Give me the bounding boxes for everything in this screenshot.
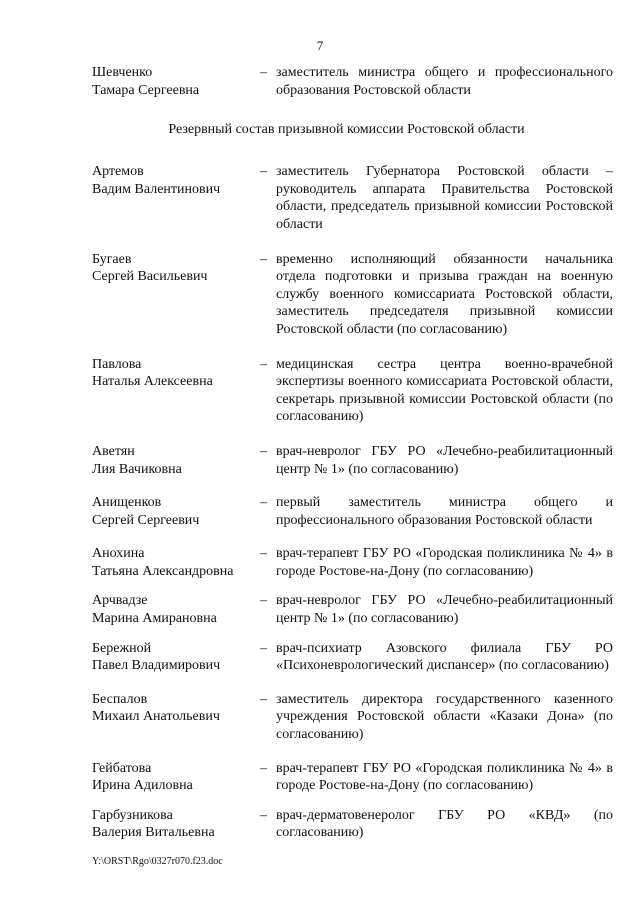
file-path-footer: Y:\ORST\Rgo\0327r070.f23.doc [92, 856, 223, 867]
member-position: врач-невролог ГБУ РО «Лечебно-реабилитационный центр № 1» (по согласованию) [276, 443, 613, 477]
entry-dash: – [260, 251, 267, 267]
member-surname: Гарбузникова [92, 807, 173, 823]
member-surname: Анохина [92, 546, 145, 562]
section-title: Резервный состав призывной комиссии Ростовской области [168, 122, 525, 138]
entry-dash: – [260, 640, 267, 656]
member-entry [92, 807, 613, 842]
member-given-name: Лия Вачиковна [92, 461, 182, 477]
member-given-name: Ирина Адиловна [92, 778, 193, 794]
member-name [92, 691, 260, 744]
member-position: врач-терапевт ГБУ РО «Городская поликлиника № 4» в городе Ростове-на-Дону (по согласованию) [276, 760, 613, 794]
entry-dash: – [260, 495, 267, 511]
member-given-name: Наталья Алексеевна [92, 374, 213, 390]
member-given-name: Сергей Сергеевич [92, 512, 200, 528]
entry-dash: – [260, 760, 267, 776]
entry-dash: – [260, 443, 267, 459]
member-entry [92, 251, 613, 339]
entry-dash: – [260, 65, 267, 80]
member-entry [92, 592, 613, 627]
member-position: врач-терапевт ГБУ РО «Городская поликлиника № 4» в городе Ростове-на-Дону (по согласованию) [276, 546, 613, 579]
member-given-name: Тамара Сергеевна [92, 82, 200, 98]
member-given-name: Валерия Витальевна [92, 825, 215, 841]
member-name [92, 760, 260, 795]
page-number: 7 [316, 38, 324, 53]
member-name [92, 251, 260, 339]
member-given-name: Михаил Анатольевич [92, 709, 220, 725]
member-name [92, 356, 260, 426]
member-surname: Павлова [92, 356, 142, 372]
entry-dash: – [260, 807, 267, 823]
entry-dash: – [260, 356, 267, 372]
member-name [92, 592, 260, 627]
document-body [92, 64, 613, 842]
member-surname: Аветян [92, 443, 135, 459]
member-entry [92, 494, 613, 529]
member-surname: Бережной [92, 640, 152, 656]
member-position: медицинская сестра центра военно-врачебной экспертизы военного комиссариата Ростовской области, секретарь призывной комиссии Ростовской области (по согласованию) [276, 356, 613, 425]
member-entry [92, 545, 613, 580]
member-given-name: Вадим Валентинович [92, 181, 221, 197]
entry-dash: – [260, 593, 267, 609]
member-surname: Арчвадзе [92, 593, 148, 609]
member-given-name: Татьяна Александровна [92, 563, 234, 579]
member-position: заместитель директора государственного казенного учреждения Ростовской области «Казаки Дона» (по согласованию) [276, 691, 613, 743]
member-position: врач-невролог ГБУ РО «Лечебно-реабилитационный центр № 1» (по согласованию) [276, 593, 613, 627]
member-name [92, 163, 260, 233]
member-name [92, 443, 260, 478]
member-name [92, 545, 260, 580]
member-entry [92, 640, 613, 675]
member-entry [92, 443, 613, 478]
member-surname: Гейбатова [92, 760, 152, 776]
member-entry [92, 691, 613, 744]
member-name [92, 807, 260, 842]
member-given-name: Сергей Васильевич [92, 269, 208, 285]
member-given-name: Марина Амирановна [92, 611, 217, 627]
member-surname: Беспалов [92, 691, 148, 707]
member-position: врач-психиатр Азовского филиала ГБУ РО «Психоневрологический диспансер» (по согласованию) [276, 640, 613, 674]
member-surname: Шевченко [92, 65, 153, 80]
member-surname: Артемов [92, 164, 144, 180]
member-entry [92, 760, 613, 795]
member-entry [92, 356, 613, 426]
entry-dash: – [260, 691, 267, 707]
member-position: заместитель министра общего и профессионального образования Ростовской области [276, 65, 613, 98]
member-entry [92, 163, 613, 233]
entry-dash: – [260, 546, 267, 562]
member-surname: Бугаев [92, 251, 132, 267]
member-position: врач-дерматовенеролог ГБУ РО «КВД» (по согласованию) [276, 807, 613, 841]
member-entry [92, 64, 613, 99]
member-given-name: Павел Владимирович [92, 658, 221, 674]
member-name [92, 494, 260, 529]
member-position: первый заместитель министра общего и профессионального образования Ростовской области [276, 495, 613, 528]
member-name [92, 640, 260, 675]
entry-dash: – [260, 164, 267, 180]
member-surname: Анищенков [92, 495, 162, 511]
member-position: заместитель Губернатора Ростовской области – руководитель аппарата Правительства Ростовской области, председатель призывной комиссии Ростовской области [276, 164, 613, 232]
member-name [92, 64, 260, 99]
member-position: временно исполняющий обязанности начальника отдела подготовки и призыва граждан на военную службу военного комиссариата Ростовской области, заместитель председателя призывной комиссии Ростовской области (по согласованию) [276, 251, 613, 337]
